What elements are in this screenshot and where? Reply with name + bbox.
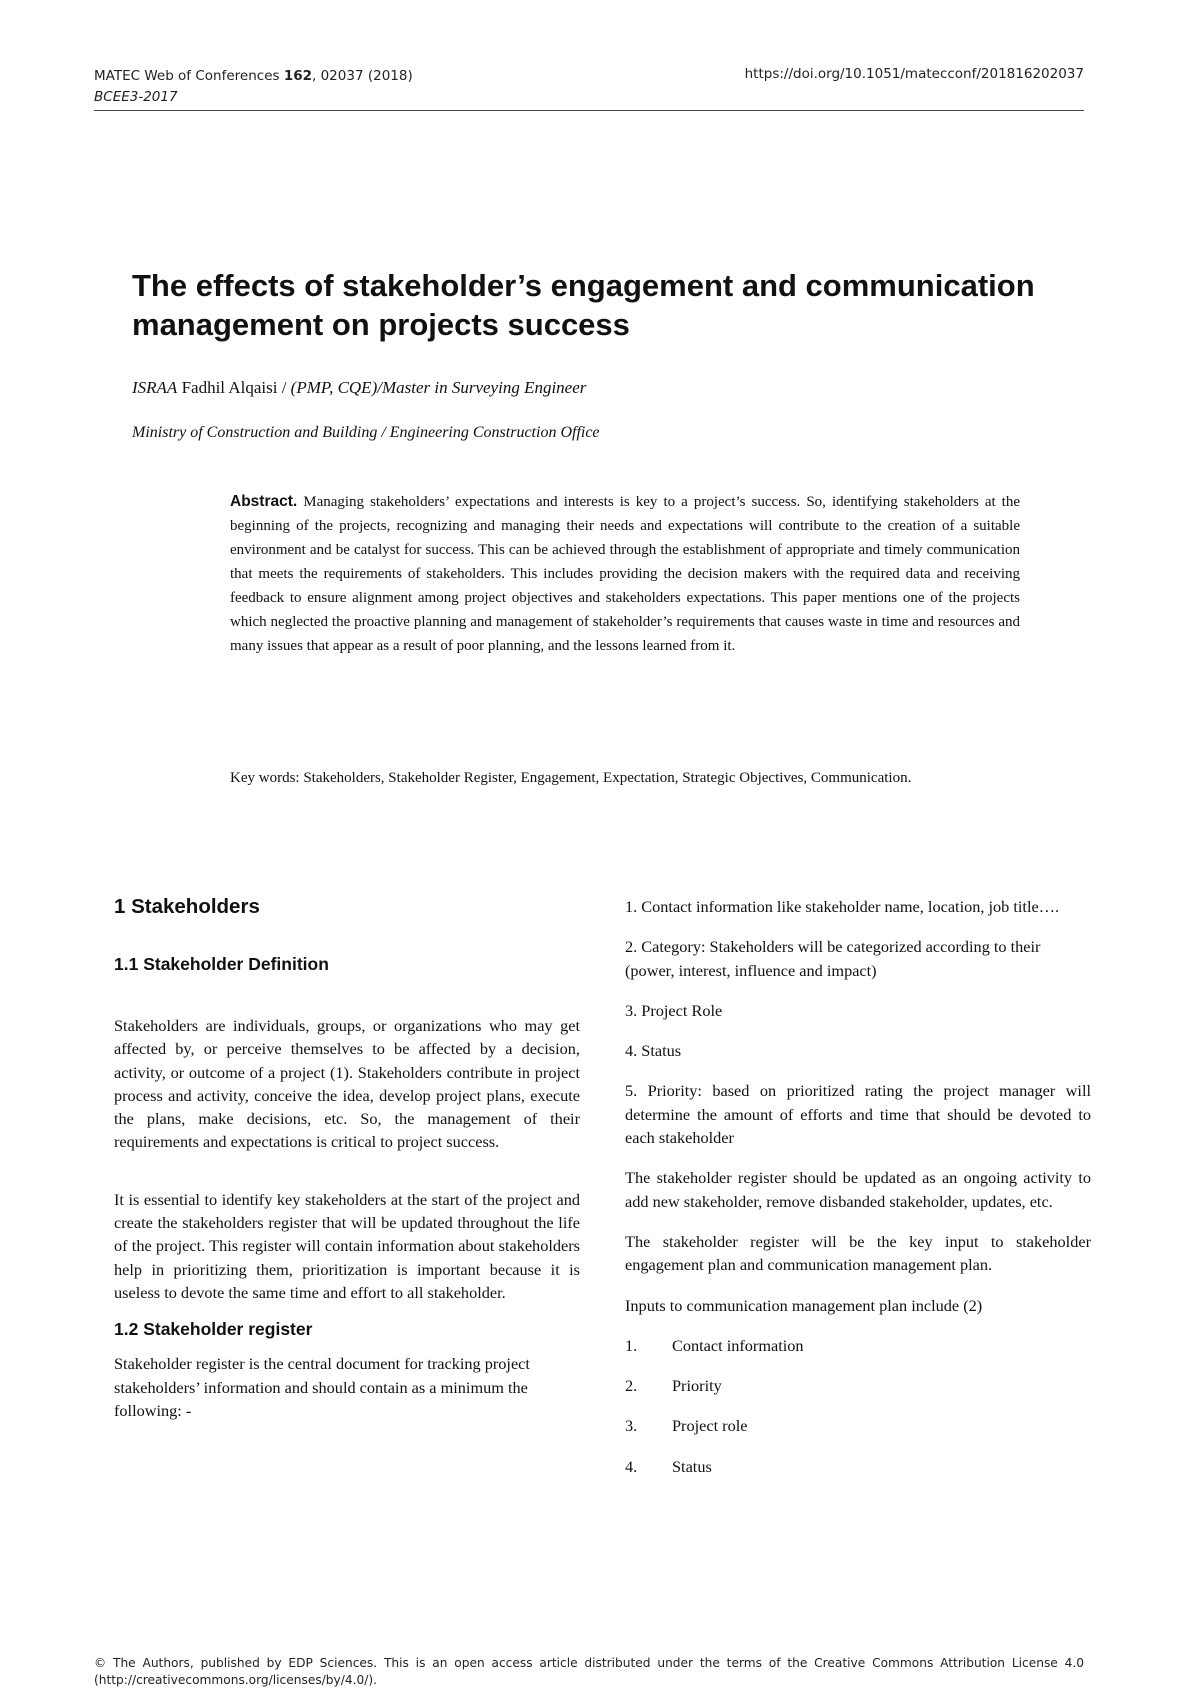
right-column <box>625 895 1091 1495</box>
author-given-name: ISRAA <box>132 378 178 397</box>
volume-number: 162 <box>283 68 313 84</box>
header-divider <box>94 110 1084 111</box>
list-item: 2. Category: Stakeholders will be categorized according to their (power, interest, influence and impact) <box>625 937 1041 980</box>
list-item: 4. Status <box>625 1456 712 1476</box>
running-header <box>94 66 413 108</box>
section-heading-stakeholders: 1 Stakeholders <box>114 895 260 918</box>
abstract-text: Managing stakeholders’ expectations and interests is key to a project’s success. So, identifying stakeholders at the beginning of the projects, recognizing and managing their needs and expectations will contribute to the creation of a suitable environment and be catalyst for success. This can be achieved through the establishment of appropriate and timely communication that meets the requirements of stakeholders. This includes providing the decision makers with the required data and receiving feedback to ensure alignment among project objectives and stakeholders expectations. This paper mentions one of the projects which neglected the proactive planning and management of stakeholder’s requirements that causes waste in time and resources and many issues that appear as a result of poor planning, and the lessons learned from it. <box>230 494 1021 654</box>
list-item: 2. Priority <box>625 1376 722 1396</box>
subsection-heading-register: 1.2 Stakeholder register <box>114 1319 313 1340</box>
abstract <box>230 490 1020 658</box>
list-item: 3. Project role <box>625 1416 748 1436</box>
journal-name: MATEC Web of Conferences 162, 02037 (2018) <box>94 68 413 84</box>
list-item: 3. Project Role <box>625 1000 723 1020</box>
author-line <box>132 378 586 398</box>
keywords: Key words: Stakeholders, Stakeholder Register, Engagement, Expectation, Strategic Objectives, Communication. <box>230 770 912 786</box>
paper-title: The effects of stakeholder’s engagement and communication management on projects success <box>132 268 1035 342</box>
author-name: Fadhil Alqaisi / <box>177 378 291 397</box>
affiliation: Ministry of Construction and Building / Engineering Construction Office <box>132 424 600 441</box>
conference-code: BCEE3-2017 <box>94 89 178 105</box>
abstract-label: Abstract. <box>230 493 298 510</box>
register-update-paragraph: The stakeholder register should be updated as an ongoing activity to add new stakeholder, remove disbanded stakeholder, updates, etc. <box>625 1168 1091 1211</box>
list-item: 5. Priority: based on prioritized rating the project manager will determine the amount of efforts and time that should be devoted to each stakeholder <box>625 1081 1091 1148</box>
list-item: 1. Contact information like stakeholder name, location, job title…. <box>625 897 1060 916</box>
inputs-intro: Inputs to communication management plan include (2) <box>625 1295 983 1315</box>
register-key-input-paragraph: The stakeholder register will be the key input to stakeholder engagement plan and communication management plan. <box>625 1231 1091 1275</box>
license-footer: © The Authors, published by EDP Sciences. This is an open access article distributed under the terms of the Creative Commons Attribution License 4.0 (http://creativecommons.org/licenses/by/4.0/). <box>94 1656 1084 1687</box>
doi-link[interactable]: https://doi.org/10.1051/matecconf/201816202037 <box>744 66 1084 82</box>
list-item: 4. Status <box>625 1041 682 1061</box>
left-column <box>114 895 580 1422</box>
register-intro-paragraph: It is essential to identify key stakeholders at the start of the project and create the stakeholders register that will be updated throughout the life of the project. This register will contain information about stakeholders help in prioritizing them, prioritization is important because it is useless to devote the same time and effort to all stakeholder. <box>114 1189 580 1302</box>
register-paragraph: Stakeholder register is the central document for tracking project stakeholders’ information and should contain as a minimum the following: - <box>114 1354 530 1420</box>
author-credentials: (PMP, CQE)/Master in Surveying Engineer <box>290 378 587 397</box>
list-item: 1. Contact information <box>625 1335 804 1355</box>
definition-paragraph: Stakeholders are individuals, groups, or organizations who may get affected by, or perceive themselves to be affected by a decision, activity, or outcome of a project (1). Stakeholders contribute in project process and activity, conceive the idea, develop project plans, execute the plans, make decisions, etc. So, the management of their requirements and expectations is critical to project success. <box>114 1016 580 1152</box>
subsection-heading-definition: 1.1 Stakeholder Definition <box>114 954 329 974</box>
